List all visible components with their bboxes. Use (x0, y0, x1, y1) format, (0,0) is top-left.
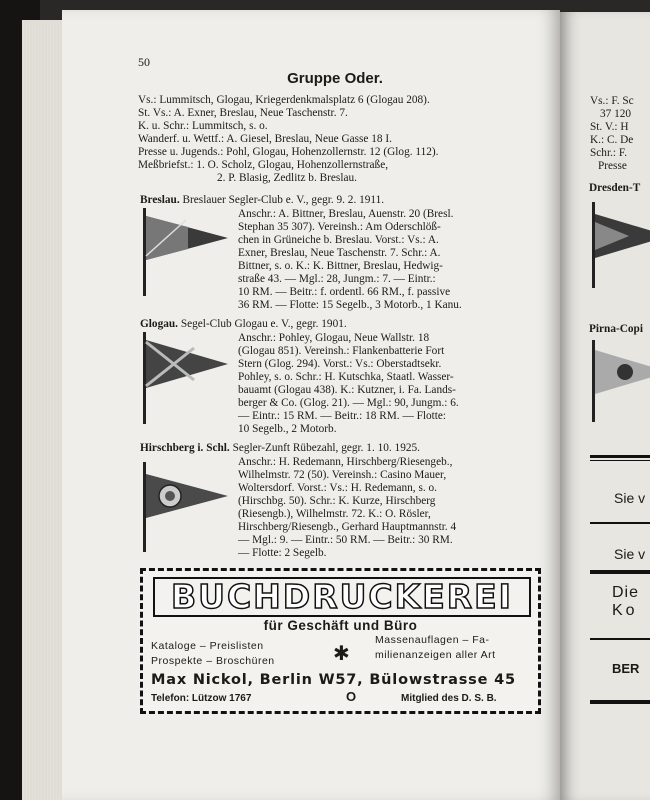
page-number: 50 (138, 55, 150, 69)
right-page-club: Pirna-Copi (589, 323, 643, 335)
club-detail-line: Hirschberg/Riesengb., Gerhard Hauptmannstr. 4 (238, 521, 457, 533)
right-page-line: K.: C. De (590, 134, 634, 146)
header-line: Vs.: Lummitsch, Glogau, Kriegerdenkmalsplatz 6 (Glogau 208). (138, 94, 430, 106)
ad-phone: Telefon: Lützow 1767 (151, 693, 252, 704)
right-page-rule (590, 460, 650, 461)
club-detail-line: Anschr.: A. Bittner, Breslau, Auenstr. 20 (Bresl. (238, 208, 454, 220)
club-detail-line: Wilhelmstr. 72 (50). Vereinsh.: Casino Mauer, (238, 469, 447, 481)
advertisement (140, 568, 541, 714)
club-heading (140, 194, 384, 207)
right-page-rule (590, 700, 650, 704)
club-city: Glogau. (140, 318, 178, 330)
ad-address: Max Nickol, Berlin W57, Bülowstrasse 45 (151, 672, 516, 688)
right-page-rule (590, 638, 650, 640)
ad-left-line: Prospekte – Broschüren (151, 655, 275, 667)
group-title: Gruppe Oder. (287, 70, 383, 87)
club-detail-line: straße 43. — Mgl.: 28, Jungm.: 7. — Eintr.: (238, 273, 436, 285)
pennant-dresden-icon (589, 202, 650, 292)
club-detail-line: — Mgl.: 9. — Eintr.: 50 RM. — Beitr.: 30 RM. (238, 534, 453, 546)
ad-title: BUCHDRUCKEREI (153, 577, 531, 617)
club-detail-line: 36 RM. — Flotte: 15 Segelb., 3 Motorb., 1 Kanu. (238, 299, 462, 311)
pennant-hirschberg-icon (140, 462, 232, 554)
pennant-pirna-icon (589, 340, 650, 425)
right-page-club: Dresden-T (589, 182, 641, 194)
club-detail-line: — Eintr.: 15 RM. — Beitr.: 18 RM. — Flotte: (238, 410, 447, 422)
club-detail-line: chen in Grüneiche b. Breslau. Vorst.: Vs.: A. (238, 234, 439, 246)
right-page-line: St. V.: H (590, 121, 629, 133)
asterisk-icon: ✱ (333, 643, 350, 665)
right-page-ad-line: Die (612, 584, 640, 601)
club-detail-line: (Riesengb.), Wilhelmstr. 72. K.: O. Rösler, (238, 508, 431, 520)
club-city: Breslau. (140, 194, 180, 206)
right-page-line: Vs.: F. Sc (590, 95, 634, 107)
club-detail-line: — Flotte: 2 Segelb. (238, 547, 327, 559)
ad-subtitle: für Geschäft und Büro (263, 618, 418, 633)
club-detail-line: Anschr.: H. Redemann, Hirschberg/Riesengeb., (238, 456, 453, 468)
club-city: Hirschberg i. Schl. (140, 442, 230, 454)
club-detail-line: (Glogau 851). Vereinsh.: Flankenbatterie Fort (238, 345, 445, 357)
club-detail-line: Exner, Breslau, Neue Taschenstr. 7. Schr.: A. (238, 247, 441, 259)
pennant-breslau-icon (140, 208, 232, 298)
header-line: Wanderf. u. Wettf.: A. Giesel, Breslau, Neue Gasse 18 I. (138, 133, 392, 145)
ad-circle-mark: O (346, 689, 357, 704)
club-detail-line: berger & Co. (Glog. 21). — Mgl.: 90, Jungm.: 6. (238, 397, 459, 409)
header-line: 2. P. Blasig, Zedlitz b. Breslau. (217, 172, 357, 184)
club-name: Segler-Zunft Rübezahl, gegr. 1. 10. 1925. (232, 442, 420, 454)
club-detail-line: 10 Segelb., 2 Motorb. (238, 423, 337, 435)
right-page-ad-line: Sie v (614, 490, 646, 506)
club-heading (140, 442, 420, 455)
right-page-line: 37 120 (600, 108, 632, 120)
club-detail-line: Bittner, s. o. K.: K. Bittner, Breslau, Hedwig- (238, 260, 443, 272)
club-detail-line: (Hirschbg. 50). Schr.: K. Kurze, Hirschberg (238, 495, 436, 507)
ad-right-line: Massenauflagen – Fa- (375, 634, 490, 646)
ad-right-line: milienanzeigen aller Art (375, 649, 496, 661)
club-detail-line: Stephan 35 307). Vereinsh.: Am Oderschlöß- (238, 221, 441, 233)
ad-left-line: Kataloge – Preislisten (151, 640, 264, 652)
header-line: Meßbriefst.: 1. O. Scholz, Glogau, Hohenzollernstraße, (138, 159, 389, 171)
right-page-rule (590, 522, 650, 524)
pennant-glogau-icon (140, 332, 232, 427)
header-line: Presse u. Jugends.: Pohl, Glogau, Hohenzollernstr. 12 (Glog. 112). (138, 146, 439, 158)
right-page-rule (590, 455, 650, 458)
right-page-rule (590, 570, 650, 574)
club-detail-line: Pohley, s. o. Schr.: H. Kutschka, Staatl. Wasser- (238, 371, 454, 383)
club-detail-line: 10 RM. — Beitr.: f. ordentl. 66 RM., f. passive (238, 286, 451, 298)
ad-membership: Mitglied des D. S. B. (401, 693, 497, 704)
right-page-line: Presse (598, 160, 627, 172)
header-line: K. u. Schr.: Lummitsch, s. o. (138, 120, 268, 132)
right-page-line: Schr.: F. (590, 147, 628, 159)
club-detail-line: Anschr.: Pohley, Glogau, Neue Wallstr. 18 (238, 332, 430, 344)
right-page-ad-line: BER (612, 661, 640, 676)
right-page-ad-line: Sie v (614, 546, 646, 562)
club-detail-line: Stern (Glog. 294). Vorst.: Vs.: Oberstadtsekr. (238, 358, 442, 370)
club-detail-line: Woltersdorf. Vorst.: Vs.: H. Redemann, s. o. (238, 482, 437, 494)
club-name: Segel-Club Glogau e. V., gegr. 1901. (180, 318, 347, 330)
club-detail-line: bauamt (Glogau 438). K.: Kutzner, i. Fa. Lands- (238, 384, 456, 396)
club-heading (140, 318, 347, 331)
club-name: Breslauer Segler-Club e. V., gegr. 9. 2. 1911. (182, 194, 385, 206)
header-line: St. Vs.: A. Exner, Breslau, Neue Taschenstr. 7. (138, 107, 348, 119)
right-page-ad-line: Ko (612, 602, 638, 619)
